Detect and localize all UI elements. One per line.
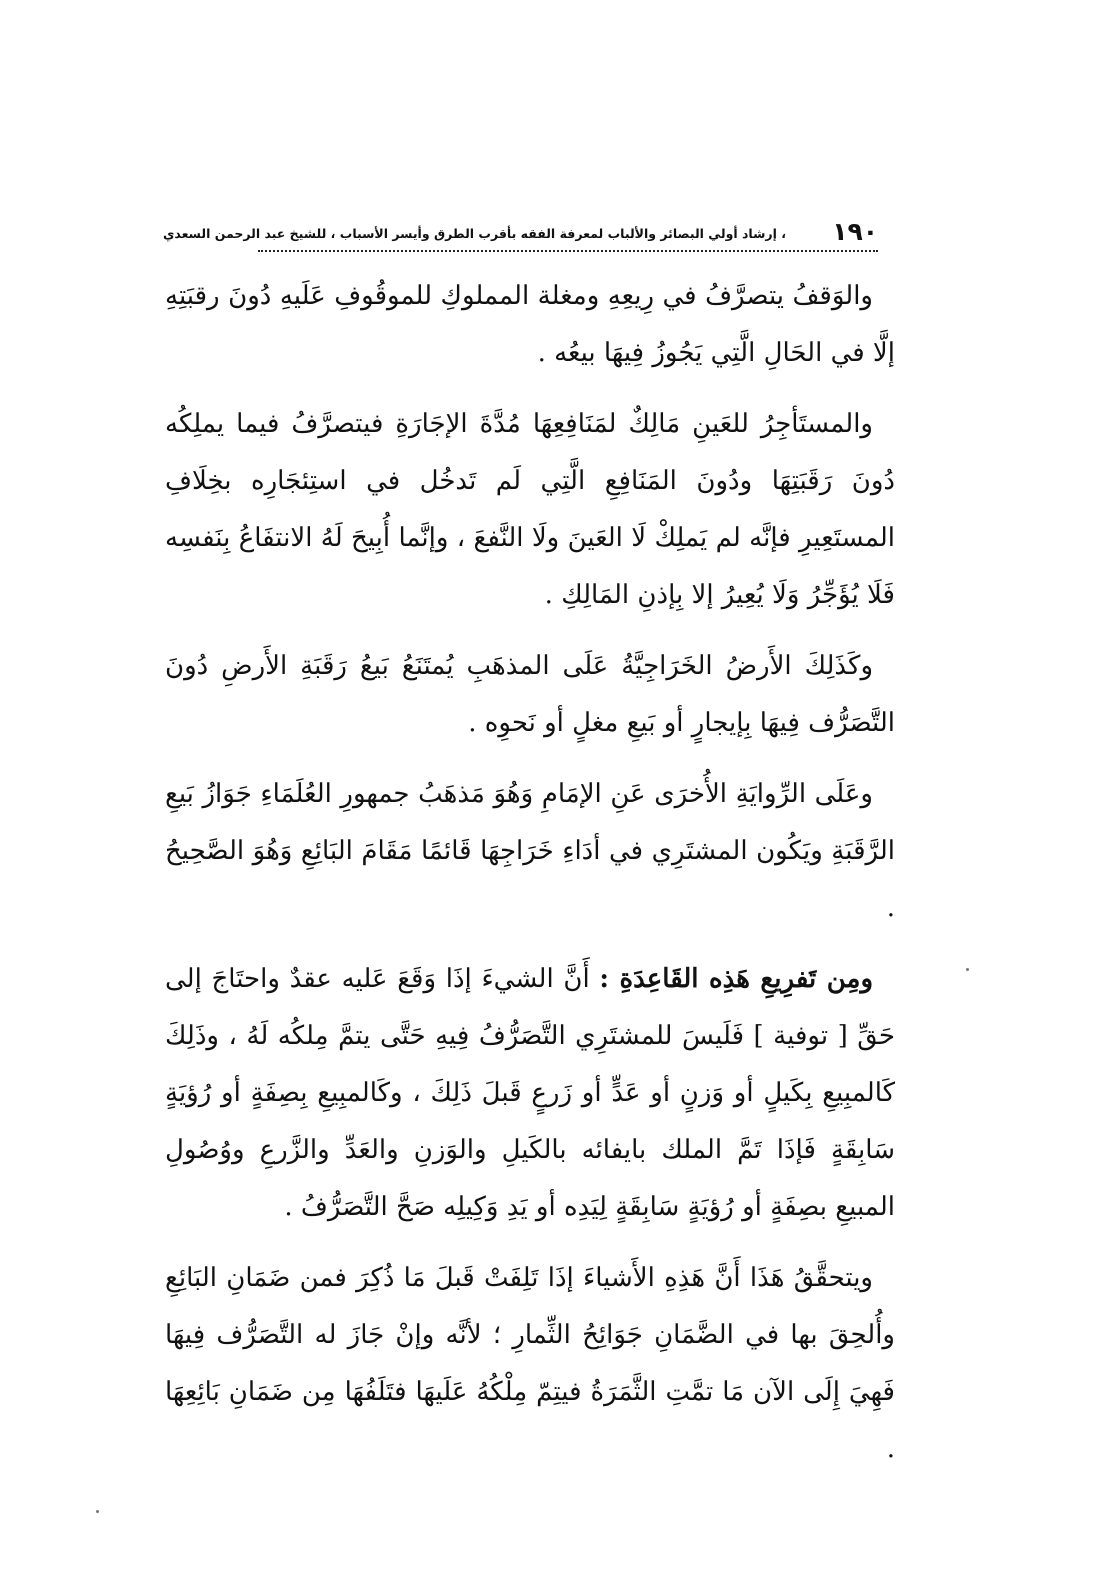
- paragraph-6: [165, 1250, 895, 1478]
- paragraph-3: [165, 638, 895, 752]
- main-text: [165, 268, 895, 1492]
- paragraph-text: ويتحقَّقُ هَذَا أَنَّ هَذِهِ الأَشياءَ إذَا تَلِفَتْ قَبلَ مَا ذُكِرَ فمن ضَمَانِ البَائِعِ وأُلحِقَ بها في الضَّمَانِ جَوَائِحُ الثِّمارِ ؛ لأنَّه وإنْ جَازَ له التَّصَرُّف فِيهَا فَهِيَ إِلَى الآن مَا تمَّتِ الثَّمَرَةُ فيتِمّ مِلْكُهُ عَلَيهَا فتَلَفُهَا مِن ضَمَانِ بَائِعِهَا .: [165, 1263, 895, 1464]
- page-number: ١٩٠: [832, 217, 878, 246]
- header-divider: [258, 250, 878, 252]
- paragraph-4: [165, 766, 895, 937]
- scan-speck: [96, 1510, 99, 1513]
- paragraph-1: [165, 268, 895, 382]
- scan-speck: [966, 968, 969, 971]
- paragraph-lead-heading: ومِن تَفرِيعِ هَذِه القَاعِدَةِ :: [599, 964, 873, 994]
- paragraph-text: والوَقفُ يتصرَّفُ في رِيعِهِ ومغلة المملوكِ للموقُوفِ عَلَيهِ دُونَ رقبَتِهِ إلَّا في الحَالِ الَّتِي يَجُوزُ فِيهَا بيعُه .: [165, 281, 895, 368]
- page-header: [162, 215, 878, 251]
- paragraph-text: أَنَّ الشيءَ إذَا وَقَعَ عَليه عقدٌ واحتَاجَ إلى حَقِّ [ توفية ] فَلَيسَ للمشتَرِي التَّصَرُّفُ فِيهِ حَتَّى يتمَّ مِلكُه لَهُ ، وذَلِكَ كَالمبِيعِ بِكَيلٍ أو وَزنٍ أو عَدٍّ أو زَرعٍ قَبلَ ذَلِكَ ، وكَالمبِيعِ بِصِفَةٍ أو رُؤيَةٍ سَابِقَةٍ فَإذَا تَمَّ الملك بايفائه بالكَيلِ والوَزنِ والعَدِّ والزَّرعِ ووُصُولِ المبيعِ بصِفَةٍ أو رُؤيَةٍ سَابِقَةٍ لِيَدِه أو يَدِ وَكِيلِه صَحَّ التَّصَرُّفُ .: [165, 964, 895, 1222]
- paragraph-text: وكَذَلِكَ الأَرضُ الخَرَاجِيَّةُ عَلَى المذهَبِ يُمتَنَعُ بَيعُ رَقَبَةِ الأَرضِ دُونَ التَّصَرُّف فِيهَا بِإيجارٍ أو بَيعِ مغلٍ أو نَحوِه .: [165, 651, 895, 738]
- paragraph-text: والمستَأجِرُ للعَينِ مَالِكٌ لمَنَافِعِهَا مُدَّةَ الإجَارَةِ فيتصرَّفُ فيما يملِكُه دُونَ رَقَبَتِهَا ودُونَ المَنَافِعِ الَّتِي لَم تَدخُل في استِئجَارِه بخِلَافِ المستَعِيرِ فإنَّه لم يَملِكْ لَا العَينَ ولَا النَّفعَ ، وإنَّما أُبِيحَ لَهُ الانتفَاعُ بِنَفسِه فَلَا يُؤَجِّرُ وَلَا يُعِيرُ إلا بِإذنِ المَالِكِ .: [165, 409, 895, 610]
- paragraph-2: [165, 396, 895, 624]
- paragraph-text: وعَلَى الرِّوايَةِ الأُخرَى عَنِ الإمَامِ وَهُوَ مَذهَبُ جمهورِ العُلَمَاءِ جَوَازُ بَيعِ الرَّقَبَةِ ويَكُون المشتَرِي في أدَاءِ خَرَاجِهَا قَائمًا مَقَامَ البَائِعِ وَهُوَ الصَّحِيحُ .: [165, 779, 895, 923]
- paragraph-5: [165, 951, 895, 1236]
- running-title: ، إرشاد أولي البصائر والألباب لمعرفة الفقه بأقرب الطرق وأيسر الأسباب ، للشيخ عبد الرحمن السعدي: [162, 226, 786, 241]
